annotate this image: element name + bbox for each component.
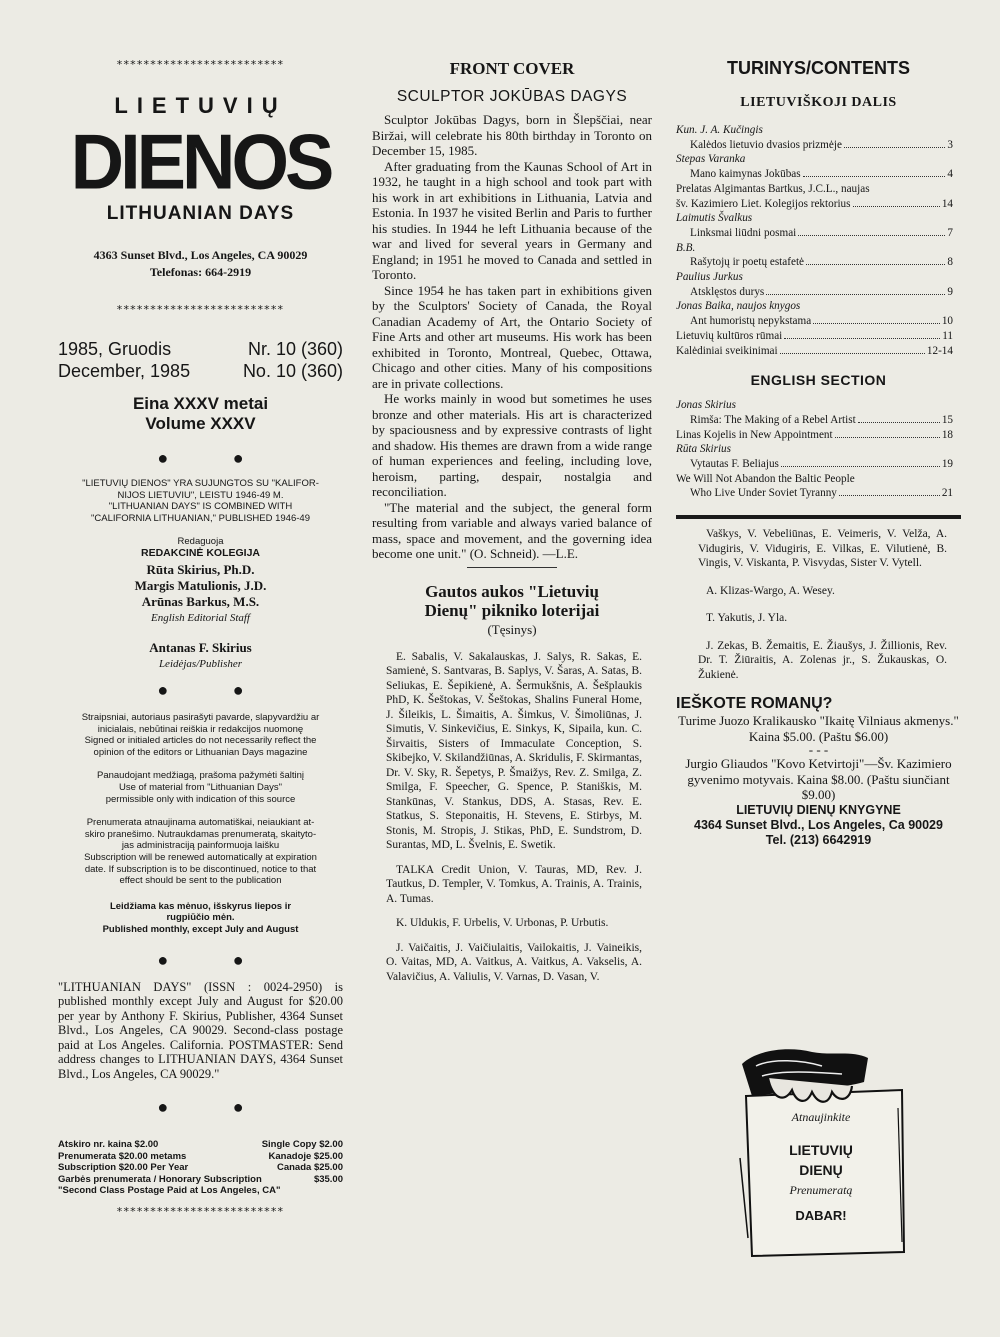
front-cover-heading: FRONT COVER (449, 59, 575, 78)
toc-leader-dots (798, 235, 945, 236)
toc-title-line: Prelatas Algimantas Bartkus, J.C.L., naujas (676, 182, 870, 195)
lithuanian-section-heading: LIETUVIŠKOJI DALIS (740, 95, 897, 110)
book-ad-text-1: Turime Juozo Kralikausko "Ikaitę Vilniaus akmenys." Kaina $5.00. (Paštu $6.00) (678, 713, 959, 744)
toc-title: Vytautas F. Beliajus (690, 458, 779, 471)
toc-author: Laimutis Švalkus (676, 212, 753, 225)
toc-leader-dots (781, 466, 940, 467)
toc-leader-dots (803, 176, 946, 177)
english-toc (676, 398, 961, 501)
renewal-illustration (732, 1038, 910, 1258)
toc-title: Rimša: The Making of a Rebel Artist (690, 413, 856, 426)
illus-prenumerata: Prenumeratą (789, 1183, 853, 1197)
dots-divider: ● ● (157, 680, 274, 700)
toc-title: Rašytojų ir poetų estafetė (690, 256, 805, 269)
continued-label: (Tęsinys) (487, 621, 537, 637)
toc-page-number: 14 (941, 197, 953, 210)
toc-page-number: 10 (941, 315, 953, 328)
masthead-dienos: DIENOS (70, 117, 331, 206)
toc-title-line: We Will Not Abandon the Baltic People (676, 472, 855, 485)
toc-page-number: 9 (947, 285, 953, 298)
toc-entry (676, 413, 953, 428)
volume-info: Eina XXXV metai Volume XXXV (132, 394, 269, 433)
toc-entry (676, 255, 953, 270)
issue-info: 1985, Gruodis Nr. 10 (360) December, 1985 No. 10 (360) (58, 339, 343, 381)
toc-title: Linksmai liūdni posmai (690, 226, 797, 239)
toc-entry (676, 314, 953, 329)
lithuanian-toc (676, 123, 961, 358)
illus-atnaujinkite: Atnaujinkite (791, 1110, 851, 1124)
toc-author: B.B. (676, 241, 696, 254)
toc-title: Lietuvių kultūros rūmai (676, 329, 783, 342)
toc-author: Stepas Varanka (676, 153, 746, 166)
source-note: Panaudojant medžiagą, prašoma pažymėti šaltinį Use of material from "Lithuanian Days" permissible only with indication of this source (96, 770, 304, 805)
toc-page-number: 12-14 (926, 344, 953, 357)
illus-lietuviu: LIETUVIŲ (789, 1142, 853, 1158)
toc-entry (676, 138, 953, 153)
toc-entry (676, 197, 953, 212)
sculptor-heading: SCULPTOR JOKŪBAS DAGYS (396, 88, 628, 105)
toc-leader-dots (844, 147, 945, 148)
front-cover-article: Sculptor Jokūbas Dagys, born in Šlepščiai, near Biržai, will celebrate his 80th birthday in Toronto on December 15, 1985. After graduating from the Kaunas School of Art in 1932, he taught in a high school and took part with his work in art exhibitions in Lithuania, Latvia and Estonia. In 1937 he visited Berlin and Paris to further his studies. In 1944 he left Lithuania because of the war and lived for several years in Germany and England; in 1951 he moved to Canada and settled in Toronto. Since 1954 he has taken part in exhibitions given by the Sculptors' Society of Canada, the Royal Canadian Academy of Art, the Ontario Society of Fine Arts and other art museums. His work has been exhibited in Toronto, Montreal, Quebec, Ottawa, Chicago and other cities. Many of his compositions are in private collections. He works mainly in wood but sometimes he uses bronze and other materials. His art is characterized by spaciousness and by expressive contrasts of light and shadow. His themes are drawn from a wide range of human experiences and feeling, including love, heroism, parting, despair, nostalgia and reconciliation. "The material and the subject, the general form resulting from variable and always varied balance of mass, space and movement, and the governing idea become one unit." (O. Schneid). —L.E. (372, 112, 652, 561)
merge-note: "LIETUVIŲ DIENOS" YRA SUJUNGTOS SU "KALIFOR- NIJOS LIETUVIU", LEISTU 1946-49 M. "LITHUANIAN DAYS" IS COMBINED WITH "CALIFORNIA LITHUANIAN," PUBLISHED 1946-49 (82, 478, 319, 524)
masthead-column (58, 0, 343, 1218)
dots-divider: ● ● (157, 448, 274, 468)
monthly-note: Leidžiama kas mėnuo, išskyrus liepos ir rugpiūčio mėn. Published monthly, except July and August (102, 900, 299, 935)
toc-page-number: 8 (947, 256, 953, 269)
toc-leader-dots (806, 264, 945, 265)
toc-entry (676, 226, 953, 241)
toc-title: Mano kaimynas Jokūbas (690, 168, 801, 181)
masthead-lietuviu: LIETUVIŲ (114, 93, 287, 118)
donors-list-continued: Vaškys, V. Vebeliūnas, E. Veimeris, V. Velža, A. Vidugiris, V. Vidugiris, E. Vilkas, E. Vilutienė, B. Vingis, V. Viskanta, P. Visvydas, Sister V. Vytell. A. Klizas-Wargo, A. Wesey. T. Yakutis, J. Yla. J. Zekas, B. Žemaitis, E. Žiaušys, J. Žillionis, Rev. Dr. T. Žiūraitis, A. Zolenas jr., S. Žukauskas, O. Žukienė. (698, 528, 947, 681)
toc-page-number: 15 (941, 413, 953, 426)
contents-heading: TURINYS/CONTENTS (726, 58, 910, 78)
toc-title: Who Live Under Soviet Tyranny (690, 487, 837, 500)
star-divider-middle: ************************* (116, 303, 285, 316)
contents-column (676, 0, 961, 848)
english-section-heading: ENGLISH SECTION (750, 372, 887, 389)
toc-title: šv. Kazimiero Liet. Kolegijos rektorius (676, 197, 851, 210)
toc-leader-dots (813, 323, 940, 324)
bookstore-name: LIETUVIŲ DIENŲ KNYGYNE (736, 802, 901, 817)
masthead-lithuanian-days: LITHUANIAN DAYS (106, 203, 295, 224)
toc-author: Rūta Skirius (676, 443, 732, 456)
donors-list: E. Sabalis, V. Sakalauskas, J. Salys, R. Sakas, E. Samienė, S. Santvaras, B. Saplys, V. Šaras, A. Satas, B. Seliukas, E. Šepikienė, A. Šermukšnis, A. Šešplaukis PhD, K. Šeštokas, V. Šeštokas, Shalins Funeral Home, J. Šileikis, L. Šimaitis, A. Šimkus, V. Šimoliūnas, J. Simutis, V. Sinkevičius, E. Sinkys, K, Sipaila, kun. C. Širvaitis, Sisters of Immaculate Conception, S. Skibejko, V. Skilandžiūnas, A. Skridulis, F. Skirmantas, Dr. V. Sky, R. Šepetys, P. Šmaižys, Rev. Z. Smilga, Z. Smilga, F. Speecher, G. Spence, P. Staniškis, M. Stankūnas, V. Stankus, DDS, A. Stasas, Rev. E. Statkus, S. Steponaitis, H. Stevens, E. Stirbys, M. Stonis, M. Stropis, J. Stikas, PhD, E. Sundstrom, D. Surantas, MD, L. Švelnis, E. Swetik. TALKA Credit Union, V. Tauras, MD, Rev. J. Tautkus, D. Templer, V. Tomkus, A. Trainis, A. Trainis, A. Tumas. K. Uldukis, F. Urbelis, V. Urbonas, P. Urbutis. J. Vaičaitis, J. Vaičiulaitis, Vailokaitis, J. Vaineikis, O. Vaitas, MD, A. Vaitkus, A. Vaitkus, A. Vakselis, A. Valavičius, A. Valiulis, V. Varnas, D. Vasan, V. (386, 650, 642, 983)
toc-page-number: 11 (942, 329, 953, 342)
disclaimer: Straipsniai, autoriaus pasirašyti pavarde, slapyvardžiu ar inicialais, nebūtinai reiškia ir redakcijos nuomonę Signed or initialed articles do not necessarily reflect the opinion of the editors or Lithuanian Days magazine (81, 712, 320, 758)
book-ad-dashes: - - - (808, 742, 829, 758)
toc-page-number: 3 (947, 138, 953, 151)
toc-entry (676, 329, 953, 344)
editors-list: Rūta Skirius, Ph.D. Margis Matulionis, J.D. Arūnas Barkus, M.S. English Editorial Staff (134, 562, 267, 624)
price-list: Atskiro nr. kaina $2.00 Single Copy $2.00 Prenumerata $20.00 metams Kanadoje $25.00 Subscription $20.00 Per Year Canada $25.00 Garbės prenumerata / Honorary Subscription $35.00 "Second Class Postage Paid at Los Angeles, CA" (58, 1139, 343, 1197)
toc-leader-dots (835, 437, 940, 438)
toc-leader-dots (839, 495, 940, 496)
book-ad-text-2: Jurgio Gliaudos "Kovo Ketvirtoji"—Šv. Kazimiero gyvenimo motyvais. Kaina $8.00. (Paštu siunčiant $9.00) (685, 756, 952, 803)
toc-page-number: 7 (947, 226, 953, 239)
toc-page-number: 18 (941, 428, 953, 441)
toc-author: Kun. J. A. Kučingis (676, 124, 763, 136)
publisher-address: 4363 Sunset Blvd., Los Angeles, CA 90029 Telefonas: 664-2919 (93, 248, 308, 279)
toc-title: Kalėdos lietuvio dvasios prizmėje (690, 138, 842, 151)
toc-author: Jonas Skirius (676, 399, 736, 412)
book-ad-heading: IEŠKOTE ROMANŲ? (676, 695, 833, 713)
toc-page-number: 21 (941, 487, 953, 500)
toc-author: Paulius Jurkus (676, 271, 743, 284)
toc-entry (676, 457, 953, 472)
star-divider-top: ************************* (116, 58, 285, 71)
illus-dienu: DIENŲ (799, 1162, 843, 1178)
toc-title: Kalėdiniai sveikinimai (676, 344, 778, 357)
toc-leader-dots (784, 338, 940, 339)
dots-divider: ● ● (157, 949, 274, 970)
toc-page-number: 19 (941, 458, 953, 471)
toc-entry (676, 428, 953, 443)
toc-entry (676, 344, 953, 359)
toc-entry (676, 285, 953, 300)
bookstore-address: 4364 Sunset Blvd., Los Angeles, Ca 90029 (694, 817, 943, 832)
donations-heading: Gautos aukos "Lietuvių Dienų" pikniko loterijai (424, 581, 600, 620)
toc-leader-dots (766, 294, 945, 295)
thick-rule (676, 515, 961, 519)
toc-entry (676, 167, 953, 182)
toc-page-number: 4 (947, 168, 953, 181)
toc-title: Atsklęstos durys (690, 285, 765, 298)
toc-title: Linas Kojelis in New Appointment (676, 428, 833, 441)
publisher-name: Antanas F. Skirius Leidėjas/Publisher (149, 640, 252, 670)
editorial-board-label: Redaguoja REDAKCINĖ KOLEGIJA (140, 536, 260, 559)
dots-divider: ● ● (157, 1097, 274, 1117)
front-cover-column (372, 0, 652, 984)
star-divider-bottom: ************************* (116, 1204, 285, 1218)
bookstore-phone: Tel. (213) 6642919 (765, 832, 872, 847)
publication-info: "LITHUANIAN DAYS" (ISSN : 0024-2950) is published monthly except July and August for $20.00 per year by Anthony F. Skirius, Publisher, 4364 Sunset Blvd., Los Angeles, CA 90029. Second-class postage paid at Los Angeles. California. POSTMASTER: Send address changes to LITHUANIAN DAYS, 4364 Sunset Blvd., Los Angeles, CA 90029." (58, 979, 343, 1081)
toc-leader-dots (858, 422, 940, 423)
separator (467, 567, 557, 568)
toc-entry (676, 486, 953, 501)
toc-author: Jonas Baika, naujos knygos (676, 300, 801, 313)
illus-dabar: DABAR! (795, 1208, 847, 1223)
toc-leader-dots (780, 353, 925, 354)
toc-leader-dots (853, 206, 940, 207)
toc-title: Ant humoristų nepykstama (690, 315, 812, 328)
renewal-note: Prenumerata atnaujinama automatiškai, neiaukiant at- skiro pranešimo. Nutraukdamas prenumeratą, skaityto- jas administraciją painformuoja laišku Subscription will be renewed automatically at expiration date. If subscription is to be discontinued, notice to that effect should be sent to the publication (84, 817, 317, 887)
